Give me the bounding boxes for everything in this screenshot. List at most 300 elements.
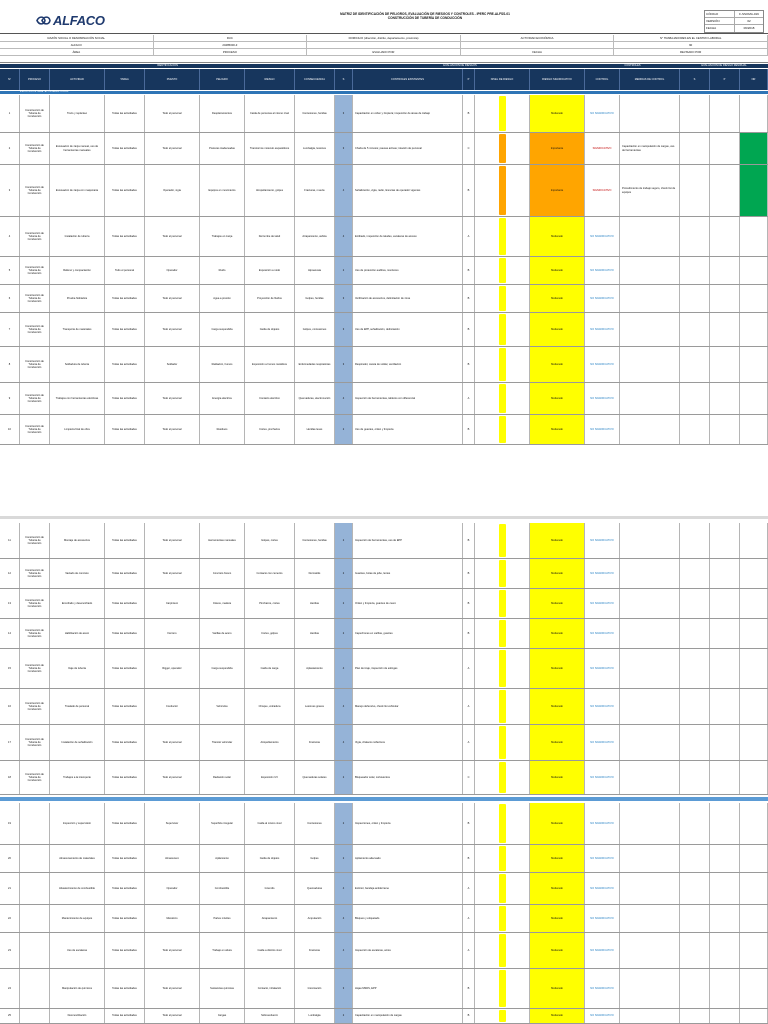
table-cell: 22: [0, 905, 20, 932]
table-cell: [620, 383, 680, 414]
table-cell: [740, 933, 768, 968]
table-cell: [620, 619, 680, 648]
table-cell: Ruido: [200, 257, 245, 284]
table-cell: Contusiones: [295, 803, 335, 844]
table-cell: Choque, volcadura: [245, 689, 295, 724]
table-cell: Capacitación en orden y limpieza; inspección de áreas de trabajo: [353, 95, 463, 132]
table-cell: [20, 933, 50, 968]
table-cell: Extintor, bandeja antiderrame: [353, 873, 463, 904]
table-cell: [740, 383, 768, 414]
table-cell: 4: [335, 217, 353, 256]
table-cell: B: [463, 969, 475, 1008]
table-cell: 21: [0, 873, 20, 904]
table-cell: [680, 285, 710, 312]
table-cell: Desmovilización: [50, 1009, 105, 1023]
table-cell: 10: [0, 415, 20, 444]
table-cell: [530, 523, 585, 558]
table-cell: 2: [335, 523, 353, 558]
table-cell: Construcción de Tuberia de Conducción: [20, 761, 50, 794]
table-cell: [710, 165, 740, 216]
table-cell: Posturas inadecuadas: [200, 133, 245, 164]
table-cell: [475, 761, 530, 794]
risk-level-label: Moderado: [551, 268, 563, 272]
table-cell: Hojas MSDS, EPP: [353, 969, 463, 1008]
table-cell: [620, 761, 680, 794]
table-cell: 3: [335, 285, 353, 312]
table-cell: Construcción de Tuberia de Conducción: [20, 347, 50, 382]
table-cell: Herramientas manuales: [200, 523, 245, 558]
significance-label: NO SIGNIFICATIVO: [590, 948, 614, 952]
table-cell: 24: [0, 969, 20, 1008]
table-cell: [585, 873, 620, 904]
table-cell: 23: [0, 933, 20, 968]
table-cell: 14: [0, 619, 20, 648]
table-cell: Construcción de Tuberia de Conducción: [20, 523, 50, 558]
risk-level-label: Importante: [550, 146, 564, 150]
risk-level-label: Moderado: [551, 856, 563, 860]
table-cell: [740, 969, 768, 1008]
table-cell: 4: [335, 905, 353, 932]
table-cell: [475, 933, 530, 968]
table-row: [0, 523, 768, 559]
table-cell: [710, 347, 740, 382]
table-cell: [530, 619, 585, 648]
risk-level-label: Moderado: [551, 571, 563, 575]
document-title-line-1: MATRIZ DE IDENTIFICACIÓN DE PELIGROS, EVALUACIÓN DE RIESGOS Y CONTROLES - IPERC PRE-ALFSS-01: [340, 12, 510, 16]
table-cell: Todo el personal: [145, 285, 200, 312]
table-cell: [585, 95, 620, 132]
table-cell: 18: [0, 761, 20, 794]
table-cell: Excavación de zanja manual, uso de herramientas manuales: [50, 133, 105, 164]
table-cell: [20, 803, 50, 844]
risk-level-indicator: [499, 620, 506, 647]
table-cell: Incendio: [245, 873, 295, 904]
table-cell: [710, 761, 740, 794]
table-cell: A: [463, 905, 475, 932]
table-cell: [530, 313, 585, 346]
table-cell: Fracturas, muerte: [295, 165, 335, 216]
document-header: [0, 0, 768, 34]
table-cell: [585, 523, 620, 558]
table-cell: [530, 257, 585, 284]
table-cell: Cargas: [200, 1009, 245, 1023]
table-cell: [585, 969, 620, 1008]
table-row: [0, 933, 768, 969]
table-cell: Agua a presión: [200, 285, 245, 312]
company-info: [0, 35, 768, 63]
table-cell: [680, 217, 710, 256]
table-cell: Supervisor: [145, 803, 200, 844]
table-cell: [710, 649, 740, 688]
table-cell: [585, 165, 620, 216]
table-cell: [475, 905, 530, 932]
table-cell: Caída de objetos: [245, 845, 295, 872]
table-cell: 1: [0, 95, 20, 132]
table-cell: Trabajos con herramientas eléctricas: [50, 383, 105, 414]
band-header: EVALUACIÓN DE RIESGOS: [335, 64, 585, 68]
table-cell: Uso de escaleras: [50, 933, 105, 968]
column-header-cell: RIESGO: [245, 69, 295, 90]
table-cell: Vehículos: [200, 689, 245, 724]
table-cell: Entibado, inspección de taludes, escaleras de acceso: [353, 217, 463, 256]
table-cell: 4: [335, 165, 353, 216]
table-cell: [740, 619, 768, 648]
table-cell: [680, 559, 710, 588]
table-cell: [20, 969, 50, 1008]
table-cell: [710, 257, 740, 284]
significance-label: NO SIGNIFICATIVO: [590, 821, 614, 825]
risk-table-page-2-top: [0, 523, 768, 795]
column-header-cell: ACTIVIDAD: [50, 69, 105, 90]
table-cell: Construcción de Tuberia de Conducción: [20, 165, 50, 216]
column-header-cell: P: [710, 69, 740, 90]
column-header-cell: P: [463, 69, 475, 90]
table-cell: Cortes, pinchazos: [245, 415, 295, 444]
table-cell: [530, 347, 585, 382]
table-cell: B: [463, 347, 475, 382]
risk-level-indicator: [499, 314, 506, 345]
risk-level-indicator: [499, 762, 506, 793]
risk-level-label: Moderado: [551, 362, 563, 366]
table-cell: Todas las actividades: [105, 649, 145, 688]
meta-key: FECHA: [705, 25, 735, 32]
table-row: [0, 873, 768, 905]
table-cell: [475, 383, 530, 414]
significance-label: NO SIGNIFICATIVO: [590, 111, 614, 115]
table-cell: Mantenimiento de equipos: [50, 905, 105, 932]
table-cell: [710, 933, 740, 968]
table-cell: Golpes, cortes: [245, 523, 295, 558]
table-cell: B: [463, 559, 475, 588]
table-cell: 25: [0, 1009, 20, 1023]
table-cell: Operador, vigía: [145, 165, 200, 216]
table-cell: Cortes, golpes: [245, 619, 295, 648]
table-cell: Proyección de fluidos: [245, 285, 295, 312]
table-cell: 4: [335, 649, 353, 688]
table-cell: Montaje de accesorios: [50, 523, 105, 558]
significance-label: NO SIGNIFICATIVO: [590, 856, 614, 860]
table-cell: [475, 285, 530, 312]
table-cell: Todo el personal: [145, 969, 200, 1008]
info-cell: DOMICILIO (dirección, distrito, departamento, provincia): [307, 35, 461, 41]
significance-label: NO SIGNIFICATIVO: [590, 601, 614, 605]
table-cell: [620, 523, 680, 558]
table-cell: [620, 313, 680, 346]
table-cell: Fierrero: [145, 619, 200, 648]
table-cell: B: [463, 165, 475, 216]
table-cell: Conductor: [145, 689, 200, 724]
table-cell: [620, 217, 680, 256]
table-cell: Todo el personal: [145, 933, 200, 968]
table-cell: [585, 905, 620, 932]
table-cell: [710, 523, 740, 558]
table-cell: [680, 905, 710, 932]
table-cell: C: [463, 133, 475, 164]
risk-level-label: Moderado: [551, 886, 563, 890]
table-cell: [740, 873, 768, 904]
risk-level-indicator: [499, 348, 506, 381]
table-cell: [475, 845, 530, 872]
table-cell: Vigía, chalecos reflectivos: [353, 725, 463, 760]
risk-level-indicator: [499, 1010, 506, 1022]
table-cell: Lumbalgia, lesiones: [295, 133, 335, 164]
table-cell: Contacto con cemento: [245, 559, 295, 588]
table-cell: Todo el personal: [105, 257, 145, 284]
table-cell: Todas las actividades: [105, 415, 145, 444]
table-cell: Almacenero: [145, 845, 200, 872]
table-cell: [585, 1009, 620, 1023]
table-cell: Heridas: [295, 589, 335, 618]
table-cell: [680, 873, 710, 904]
table-cell: 20: [0, 845, 20, 872]
table-cell: Todo el personal: [145, 313, 200, 346]
table-cell: [710, 845, 740, 872]
table-cell: Todas las actividades: [105, 589, 145, 618]
table-cell: Todas las actividades: [105, 619, 145, 648]
section-label: EJECUCIÓN DE OBRA - ACTIVIDADES CIVILES: [0, 91, 768, 94]
table-cell: [530, 559, 585, 588]
table-cell: [680, 133, 710, 164]
risk-level-label: Moderado: [551, 396, 563, 400]
risk-level-indicator: [499, 690, 506, 723]
table-cell: [530, 933, 585, 968]
table-cell: Manipulación de químicos: [50, 969, 105, 1008]
risk-level-label: Moderado: [551, 740, 563, 744]
table-row: [0, 165, 768, 217]
table-cell: [680, 523, 710, 558]
info-cell: FECHA: [461, 49, 615, 55]
table-cell: Inspección de escaleras, arnés: [353, 933, 463, 968]
table-cell: Habilitación de acero: [50, 619, 105, 648]
risk-level-label: Moderado: [551, 704, 563, 708]
table-cell: [680, 649, 710, 688]
table-cell: 5: [0, 257, 20, 284]
table-cell: Contacto eléctrico: [245, 383, 295, 414]
table-cell: Orden y limpieza, guantes de cuero: [353, 589, 463, 618]
table-cell: Inspección y supervisión: [50, 803, 105, 844]
table-cell: 2: [335, 803, 353, 844]
table-cell: Desplazamientos: [200, 95, 245, 132]
table-row: [0, 95, 768, 133]
table-cell: Todo el personal: [145, 383, 200, 414]
table-cell: [475, 725, 530, 760]
table-cell: [475, 969, 530, 1008]
info-cell: N° TRABAJADORES EN EL CENTRO LABORAL: [614, 35, 768, 41]
table-cell: Almacenamiento de materiales: [50, 845, 105, 872]
table-cell: Todas las actividades: [105, 383, 145, 414]
table-cell: Soldadura de tubería: [50, 347, 105, 382]
table-cell: Mecánico: [145, 905, 200, 932]
brand-logo: [36, 13, 105, 28]
table-cell: [680, 803, 710, 844]
column-header-cell: NR: [740, 69, 768, 90]
table-cell: [530, 133, 585, 164]
table-cell: 2: [335, 559, 353, 588]
table-cell: Caída al mismo nivel: [245, 803, 295, 844]
table-cell: 3: [335, 133, 353, 164]
table-cell: Todas las actividades: [105, 217, 145, 256]
table-row: [0, 217, 768, 257]
table-cell: 7: [0, 313, 20, 346]
table-cell: [710, 619, 740, 648]
risk-level-label: Moderado: [551, 296, 563, 300]
table-cell: 2: [335, 1009, 353, 1023]
table-cell: [740, 649, 768, 688]
table-cell: 3: [335, 347, 353, 382]
table-cell: [620, 803, 680, 844]
table-cell: 2: [335, 589, 353, 618]
table-cell: [710, 217, 740, 256]
risk-level-label: Moderado: [551, 775, 563, 779]
significance-label: NO SIGNIFICATIVO: [590, 886, 614, 890]
table-cell: 9: [0, 383, 20, 414]
table-cell: Combustible: [200, 873, 245, 904]
page-2: [0, 519, 768, 1024]
table-cell: Construcción de Tuberia de Conducción: [20, 257, 50, 284]
table-row: [0, 347, 768, 383]
table-cell: [585, 347, 620, 382]
table-cell: Rigger, operador: [145, 649, 200, 688]
significance-label: NO SIGNIFICATIVO: [590, 986, 614, 990]
table-cell: Todas las actividades: [105, 523, 145, 558]
table-cell: Izaje de tubería: [50, 649, 105, 688]
table-cell: Derrumbe de talud: [245, 217, 295, 256]
table-cell: Sustancias químicas: [200, 969, 245, 1008]
table-cell: Dermatitis: [295, 559, 335, 588]
table-cell: [475, 415, 530, 444]
table-row: [0, 589, 768, 619]
column-header-cell: CONSECUENCIA: [295, 69, 335, 90]
table-cell: [620, 347, 680, 382]
table-cell: [710, 285, 740, 312]
info-cell: [307, 42, 461, 48]
table-cell: Radiación, humos: [200, 347, 245, 382]
table-cell: [710, 313, 740, 346]
table-cell: [740, 523, 768, 558]
table-cell: [620, 257, 680, 284]
significance-label: NO SIGNIFICATIVO: [590, 666, 614, 670]
table-cell: B: [463, 1009, 475, 1023]
significance-label: SIGNIFICATIVO: [592, 188, 612, 192]
table-cell: [710, 873, 740, 904]
table-cell: [530, 845, 585, 872]
risk-table-page-1: [0, 95, 768, 516]
table-cell: [530, 383, 585, 414]
table-cell: [585, 133, 620, 164]
info-cell: PROCESO: [154, 49, 308, 55]
significance-label: NO SIGNIFICATIVO: [590, 916, 614, 920]
table-cell: [710, 969, 740, 1008]
table-cell: 8: [0, 347, 20, 382]
table-cell: [620, 589, 680, 618]
table-cell: Energía eléctrica: [200, 383, 245, 414]
table-cell: [475, 95, 530, 132]
table-cell: [740, 689, 768, 724]
table-cell: [475, 589, 530, 618]
table-cell: Todas las actividades: [105, 873, 145, 904]
risk-level-indicator: [499, 804, 506, 843]
table-cell: [620, 845, 680, 872]
meta-key: CÓDIGO: [705, 11, 735, 17]
table-cell: [530, 217, 585, 256]
info-cell: RAZÓN SOCIAL O DENOMINACIÓN SOCIAL: [0, 35, 154, 41]
table-cell: [680, 761, 710, 794]
table-cell: [740, 95, 768, 132]
table-cell: [620, 1009, 680, 1023]
table-cell: [475, 619, 530, 648]
table-cell: [530, 1009, 585, 1023]
table-cell: Aplastamiento: [295, 649, 335, 688]
table-cell: [680, 313, 710, 346]
table-cell: Todo el personal: [145, 559, 200, 588]
table-cell: B: [463, 95, 475, 132]
table-cell: [585, 217, 620, 256]
column-header-cell: NIVEL DE RIESGO: [475, 69, 530, 90]
table-cell: [710, 95, 740, 132]
significance-label: NO SIGNIFICATIVO: [590, 538, 614, 542]
table-cell: Carpintero: [145, 589, 200, 618]
table-cell: Superficie irregular: [200, 803, 245, 844]
table-cell: Todas las actividades: [105, 803, 145, 844]
risk-level-indicator: [499, 166, 506, 215]
table-cell: [20, 845, 50, 872]
table-cell: Señalización, vigía, radio, licencias de operador vigentes: [353, 165, 463, 216]
alfaco-logo-icon: [36, 15, 51, 26]
table-cell: [475, 803, 530, 844]
table-cell: Caída de objetos: [245, 313, 295, 346]
risk-level-indicator: [499, 416, 506, 443]
risk-level-indicator: [499, 258, 506, 283]
table-row: [0, 415, 768, 445]
table-cell: [530, 969, 585, 1008]
table-cell: [710, 559, 740, 588]
table-row: [0, 285, 768, 313]
risk-table-page-2-bottom: [0, 803, 768, 1024]
table-cell: A: [463, 649, 475, 688]
table-row: [0, 845, 768, 873]
risk-level-indicator: [499, 134, 506, 163]
table-cell: A: [463, 217, 475, 256]
table-cell: Todas las actividades: [105, 905, 145, 932]
table-cell: Caída de carga: [245, 649, 295, 688]
table-cell: Lesiones graves: [295, 689, 335, 724]
table-cell: [585, 285, 620, 312]
table-cell: Relleno y compactación: [50, 257, 105, 284]
table-cell: [740, 905, 768, 932]
column-header-cell: PROCESO: [20, 69, 50, 90]
table-cell: Sobreesfuerzo: [245, 1009, 295, 1023]
table-cell: A: [463, 873, 475, 904]
meta-value: 02: [747, 19, 751, 23]
table-cell: Operador: [145, 257, 200, 284]
table-cell: [620, 689, 680, 724]
table-cell: Todas las actividades: [105, 969, 145, 1008]
significance-label: NO SIGNIFICATIVO: [590, 234, 614, 238]
table-cell: Encofrado y desencofrado: [50, 589, 105, 618]
table-cell: [740, 725, 768, 760]
table-cell: Quemaduras: [295, 873, 335, 904]
risk-level-indicator: [499, 560, 506, 587]
table-cell: Verificación de accesorios, delimitación de zona: [353, 285, 463, 312]
risk-level-label: Importante: [550, 188, 564, 192]
table-cell: Todas las actividades: [105, 95, 145, 132]
table-cell: Enfermedades respiratorias: [295, 347, 335, 382]
column-header-cell: S: [335, 69, 353, 90]
significance-label: NO SIGNIFICATIVO: [590, 427, 614, 431]
table-cell: [585, 559, 620, 588]
table-cell: [620, 285, 680, 312]
table-cell: Construcción de Tuberia de Conducción: [20, 689, 50, 724]
